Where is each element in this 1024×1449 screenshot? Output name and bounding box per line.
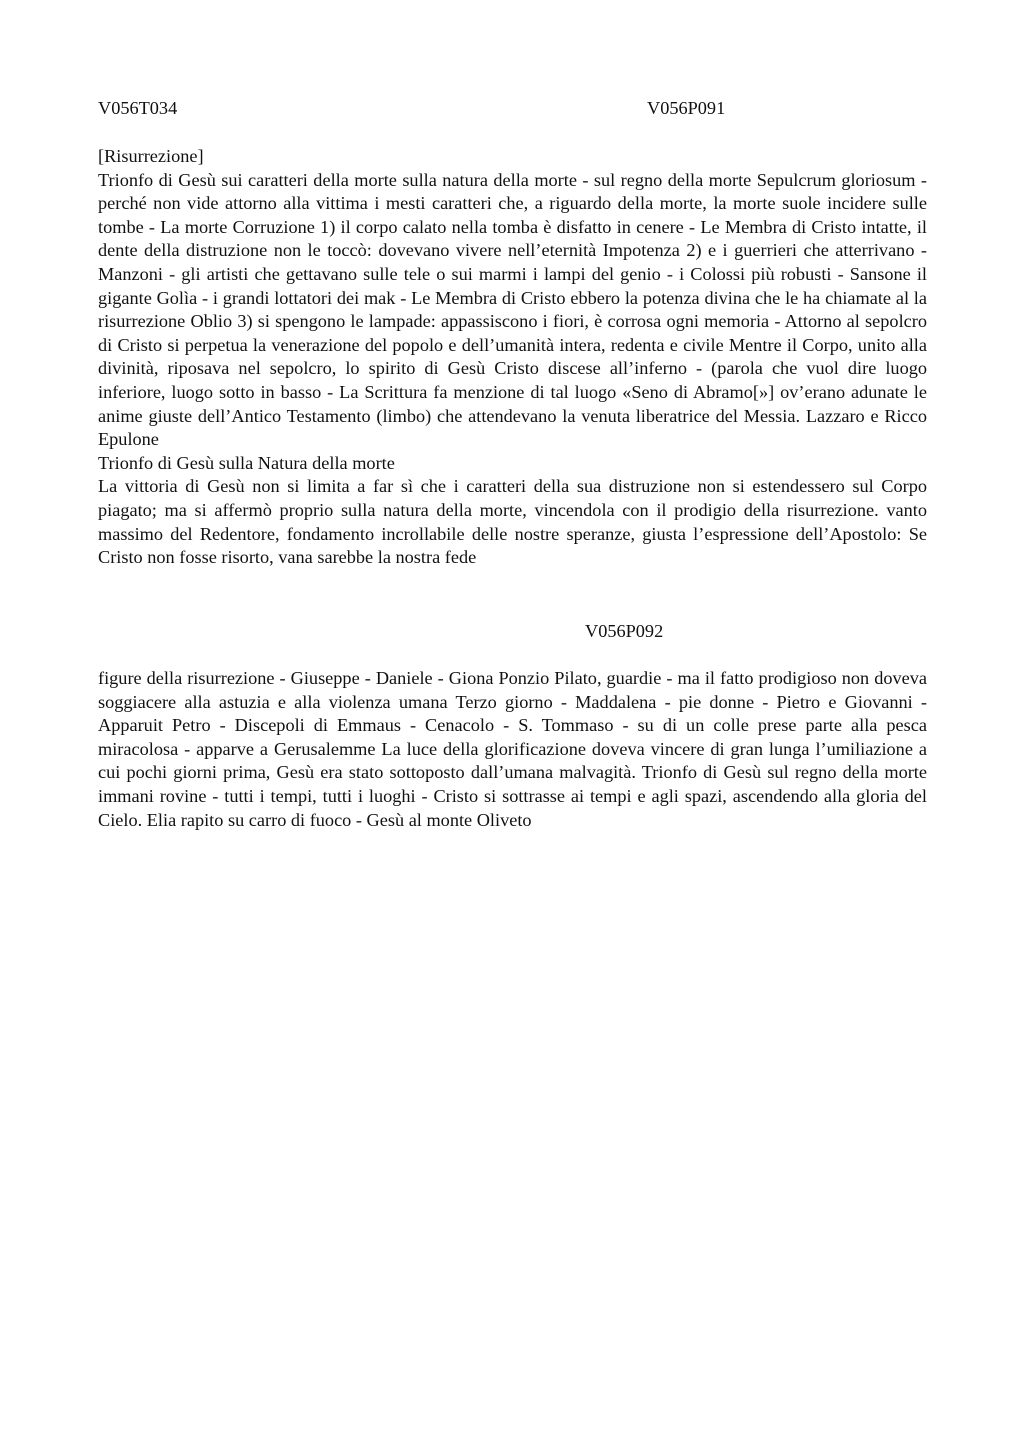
section-heading: Trionfo di Gesù sulla Natura della morte — [98, 452, 395, 473]
paragraph: La vittoria di Gesù non si limita a far sì che i caratteri della sua distruzione non si estendessero sul Corpo piagato; ma si affermò proprio sulla natura della morte, vincendola con il prodigio della risurrezione. vanto massimo del Redentore, fondamento incrollabile delle nostre speranze, giusta l’espressione dell’Apostolo: Se Cristo non fosse risorto, vana sarebbe la nostra fede — [98, 476, 927, 568]
document-code: V056T034 — [98, 98, 178, 118]
paragraph: figure della risurrezione - Giuseppe - Daniele - Giona Ponzio Pilato, guardie - ma il fatto prodigioso non doveva soggiacere alla astuzia e alla violenza umana Terzo giorno - Maddalena - pie donne - Pietro e Giovanni - Apparuit Petro - Discepoli di Emmaus - Cenacolo - S. Tommaso - su di un colle prese parte alla pesca miracolosa - apparve a Gerusalemme La luce della glorificazione doveva vincere di gran lunga l’umiliazione a cui pochi giorni prima, Gesù era stato sottoposto dall’umana malvagità. Trionfo di Gesù sul regno della morte immani rovine - tutti i tempi, tutti i luoghi - Cristo si sottrasse ai tempi e agli spazi, ascendendo alla gloria del Cielo. Elia rapito su carro di fuoco - Gesù al monte Oliveto — [98, 668, 927, 830]
text-section-2 — [98, 667, 927, 832]
section-title: [Risurrezione] — [98, 146, 204, 166]
page-code: V056P092 — [585, 621, 664, 641]
paragraph: Trionfo di Gesù sui caratteri della morte sulla natura della morte - sul regno della morte Sepulcrum gloriosum - perché non vide attorno alla vittima i mesti caratteri che, a riguardo della morte, la morte suole incidere sulle tombe - La morte Corruzione 1) il corpo calato nella tomba è disfatto in cenere - Le Membra di Cristo intatte, il dente della distruzione non le toccò: dovevano vivere nell’eternità Impotenza 2) e i guerrieri che atterrivano - Manzoni - gli artisti che gettavano sulle tele o sui marmi i lampi del genio - i Colossi più robusti - Sansone il gigante Golìa - i grandi lottatori dei mak - Le Membra di Cristo ebbero la potenza divina che le ha chiamate al la risurrezione Oblio 3) si spengono le lampade: appassiscono i fiori, è corrosa ogni memoria - Attorno al sepolcro di Cristo si perpetua la venerazione del popolo e dell’umanità intera, redenta e civile Mentre il Corpo, unito alla divinità, riposava nel sepolcro, lo spirito di Gesù Cristo discese all’inferno - (parola che vuol dire luogo inferiore, luogo sotto in basso - La Scrittura fa menzione di tal luogo «Seno di Abramo[»] ov’erano adunate le anime giuste dell’Antico Testamento (limbo) che attendevano la venuta liberatrice del Messia. Lazzaro e Ricco Epulone — [98, 169, 927, 450]
text-section-1 — [98, 145, 927, 570]
page-code: V056P091 — [647, 98, 726, 118]
